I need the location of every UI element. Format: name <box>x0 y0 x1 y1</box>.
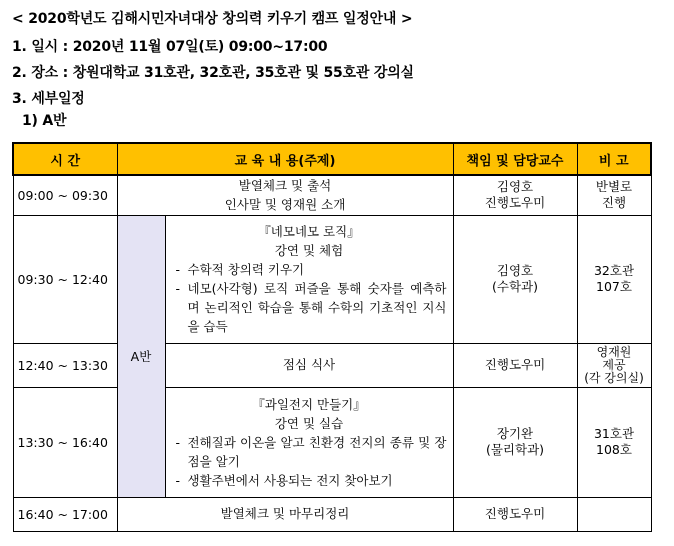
person-cell: 진행도우미 <box>453 497 577 531</box>
note-line: 진행 <box>601 195 627 211</box>
content-cell <box>117 175 453 215</box>
note-line: 107호 <box>596 279 632 294</box>
bullet-list <box>172 260 447 336</box>
class-a-heading: 1) A반 <box>22 113 67 129</box>
time-cell: 16:40 ~ 17:00 <box>13 497 117 531</box>
note-cell <box>577 343 651 387</box>
list-item: - 수학적 창의력 키우기 <box>172 260 447 279</box>
person-cell <box>453 387 577 497</box>
venue-line: 2. 장소 : 창원대학교 31호관, 32호관, 35호관 및 55호관 강의실 <box>12 65 414 81</box>
person-cell <box>453 215 577 343</box>
time-cell: 12:40 ~ 13:30 <box>13 343 117 387</box>
note-line: 영재원 <box>596 344 632 359</box>
note-line: 31호관 <box>593 426 635 441</box>
class-group-cell: A반 <box>117 215 165 497</box>
note-line: (각 강의실) <box>584 370 644 385</box>
person-line: 김영호 <box>496 263 534 278</box>
content-cell <box>165 387 453 497</box>
content-line: 인사말 및 영재원 소개 <box>224 197 346 213</box>
note-line: 반별로 <box>595 179 633 195</box>
table-header-row <box>13 143 651 175</box>
note-cell <box>577 175 651 215</box>
time-cell: 13:30 ~ 16:40 <box>13 387 117 497</box>
note-cell <box>577 497 651 531</box>
time-cell: 09:00 ~ 09:30 <box>13 175 117 215</box>
header-person: 책임 및 담당교수 <box>453 143 577 175</box>
list-item: - 생활주변에서 사용되는 전지 찾아보기 <box>172 471 447 490</box>
time-cell: 09:30 ~ 12:40 <box>13 215 117 343</box>
session-subtitle: 강연 및 실습 <box>274 415 344 431</box>
page-title: < 2020학년도 김해시민자녀대상 창의력 키우기 캠프 일정안내 > <box>12 11 413 27</box>
session-title: 『네모네모 로직』 <box>258 224 360 239</box>
header-note: 비 고 <box>577 143 651 175</box>
note-cell <box>577 387 651 497</box>
list-item: - 네모(사각형) 로직 퍼즐을 통해 숫자를 예측하며 논리적인 학습을 통해 수학의 기초적인 지식을 습득 <box>172 279 447 336</box>
detail-schedule-heading: 3. 세부일정 <box>12 91 85 107</box>
header-time: 시 간 <box>13 143 117 175</box>
session-title: 『과일전지 만들기』 <box>252 396 366 412</box>
person-line: 진행도우미 <box>484 195 546 211</box>
note-cell <box>577 215 651 343</box>
person-line: (수학과) <box>492 279 538 294</box>
bullet-list <box>172 433 447 490</box>
person-cell <box>453 175 577 215</box>
person-line: 김영호 <box>496 179 534 195</box>
list-item: - 전해질과 이온을 알고 친환경 전지의 종류 및 장점을 알기 <box>172 433 447 471</box>
person-line: 장기완 <box>496 426 534 441</box>
note-line: 32호관 <box>593 263 635 278</box>
person-line: (물리학과) <box>485 442 545 457</box>
schedule-date-line: 1. 일시 : 2020년 11월 07일(토) 09:00~17:00 <box>12 39 328 55</box>
schedule-table <box>12 142 652 532</box>
note-line: 제공 <box>602 357 626 372</box>
person-cell: 진행도우미 <box>453 343 577 387</box>
content-cell: 발열체크 및 마무리정리 <box>117 497 453 531</box>
content-cell <box>165 215 453 343</box>
session-subtitle: 강연 및 체험 <box>274 243 344 258</box>
table-row <box>13 215 651 343</box>
table-row <box>13 497 651 531</box>
table-row <box>13 387 651 497</box>
note-line: 108호 <box>596 442 632 457</box>
content-cell: 점심 식사 <box>165 343 453 387</box>
table-row <box>13 343 651 387</box>
table-row <box>13 175 651 215</box>
header-content: 교 육 내 용(주제) <box>117 143 453 175</box>
content-line: 발열체크 및 출석 <box>238 178 332 194</box>
